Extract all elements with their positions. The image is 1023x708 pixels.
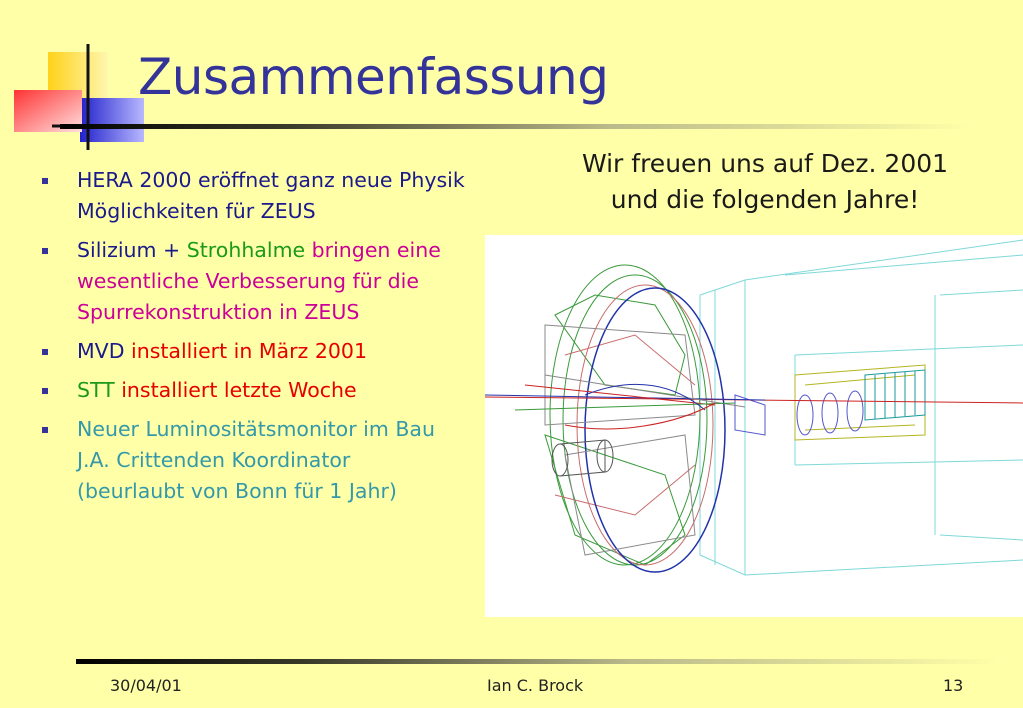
bullet-square-icon	[42, 248, 48, 254]
bullet-text-mvd: MVD	[77, 339, 125, 363]
bullet-text: HERA 2000 eröffnet ganz neue Physik Möglichkeiten für ZEUS	[77, 168, 465, 223]
greeting-line-1: Wir freuen uns auf Dez. 2001	[581, 149, 949, 178]
bullet-square-icon	[42, 349, 48, 355]
bullet-text-strohhalme: Strohhalme	[186, 238, 306, 262]
bullet-item-hera	[40, 165, 490, 227]
bullet-text-lumi: Neuer Luminositätsmonitor im Bau	[77, 417, 435, 441]
greeting-text	[540, 146, 990, 218]
bullet-text-rest: bringen eine wesentliche Verbesserung für die Spurrekonstruktion in ZEUS	[77, 238, 441, 324]
bullet-item-silizium	[40, 235, 490, 328]
bullet-square-icon	[42, 427, 48, 433]
bullet-item-lumi	[40, 414, 490, 507]
detector-event-display-image	[485, 235, 1023, 617]
footer-author: Ian C. Brock	[487, 676, 584, 695]
bullet-text-coordinator: J.A. Crittenden Koordinator	[77, 448, 351, 472]
bullet-list	[40, 165, 490, 515]
bullet-text-silizium: Silizium	[77, 238, 157, 262]
slide-title: Zusammenfassung	[138, 48, 609, 106]
bullet-text-plus: +	[156, 238, 187, 262]
bullet-item-mvd	[40, 336, 490, 367]
greeting-line-2: und die folgenden Jahre!	[610, 185, 920, 214]
slide-logo-decoration	[0, 0, 160, 160]
title-divider	[60, 124, 972, 129]
bullet-text-stt-installed: installiert letzte Woche	[114, 378, 357, 402]
bullet-item-stt	[40, 375, 490, 406]
bullet-text-stt: STT	[77, 378, 115, 402]
footer-divider	[76, 659, 998, 664]
footer-page-number: 13	[943, 676, 964, 695]
footer-date: 30/04/01	[110, 676, 182, 695]
bullet-text-leave: (beurlaubt von Bonn für 1 Jahr)	[77, 479, 397, 503]
bullet-square-icon	[42, 388, 48, 394]
bullet-square-icon	[42, 178, 48, 184]
bullet-text-mvd-installed: installiert in März 2001	[124, 339, 367, 363]
